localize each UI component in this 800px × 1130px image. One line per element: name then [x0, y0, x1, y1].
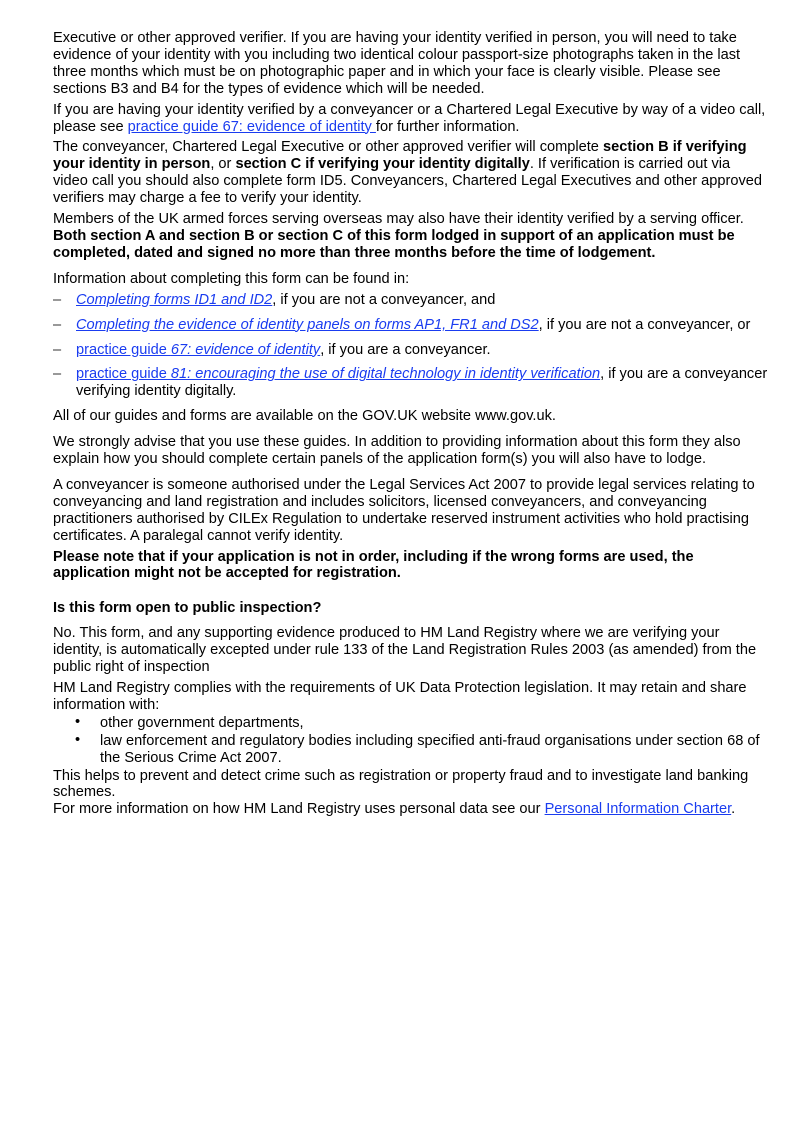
bullet: • [75, 713, 81, 730]
bold-text: Both section A and section B or section C of this form lodged in support of an application must be completed, dated and signed no more than three months before the time of lodgement. [53, 227, 735, 261]
practice-guide-81-link[interactable] [76, 366, 600, 382]
text: For more information on how HM Land Registry uses personal data see our [53, 801, 545, 818]
paragraph-data-protection: HM Land Registry complies with the requirements of UK Data Protection legislation. It may retain and share information with: [53, 680, 747, 713]
paragraph-sections [53, 139, 769, 207]
paragraph-video-call [53, 102, 769, 136]
guides-list [53, 292, 769, 401]
bold-text: section C if verifying your identity digitally [235, 156, 530, 173]
text: If you are having your identity verified by a conveyancer or a Chartered Legal Executive by way of a video call, please see [53, 101, 766, 135]
bold-text: section B if verifying your identity in person [53, 139, 747, 173]
dash: – [53, 341, 62, 358]
text: law enforcement and regulatory bodies including specified anti-fraud organisations under section 68 of the Serious Crime Act 2007. [100, 732, 760, 766]
link-text: 67: evidence of identity [170, 341, 321, 358]
text: , if you are not a conveyancer, or [538, 316, 751, 333]
text: . [731, 801, 736, 818]
list-item [53, 715, 769, 732]
link-text: practice guide [76, 366, 171, 383]
paragraph-advise: We strongly advise that you use these guides. In addition to providing information about this form they also explain how you should complete certain panels of the application form(s) you will also have to lodge. [53, 434, 741, 468]
dash: – [53, 291, 62, 308]
list-item [53, 366, 769, 400]
paragraph-armed-forces [53, 211, 769, 262]
paragraph-note: Please note that if your application is not in order, including if the wrong forms are used, the application might not be accepted for registration. [53, 548, 694, 582]
paragraph-info-intro: Information about completing this form can be found in: [53, 270, 410, 287]
text: , if you are a conveyancer verifying identity digitally. [76, 366, 768, 400]
text: The conveyancer, Chartered Legal Executive or other approved verifier will complete [53, 139, 603, 156]
link-text: practice guide [76, 341, 171, 358]
share-bullets [53, 715, 769, 767]
text: for further information. [375, 118, 520, 135]
text: , if you are a conveyancer. [320, 341, 491, 358]
completing-evidence-panels-link[interactable]: Completing the evidence of identity panels on forms AP1, FR1 and DS2 [76, 316, 539, 333]
paragraph-guides-available: All of our guides and forms are available on the GOV.UK website www.gov.uk. [53, 408, 556, 425]
link-text: 81: encouraging the use of digital technology in identity verification [170, 366, 601, 383]
personal-information-charter-link[interactable]: Personal Information Charter [544, 801, 732, 818]
list-item [53, 317, 769, 334]
paragraph-personal-data [53, 801, 769, 818]
dash: – [53, 316, 62, 333]
paragraph-public-inspection: No. This form, and any supporting evidence produced to HM Land Registry where we are verifying your identity, is automatically excepted under rule 133 of the Land Registration Rules 2003 (as amended) from the public right of inspection [53, 625, 757, 676]
text: , or [210, 156, 236, 173]
dash: – [53, 366, 62, 383]
text: other government departments, [100, 714, 304, 731]
text: Members of the UK armed forces serving overseas may also have their identity verified by a serving officer. [53, 211, 744, 228]
bullet: • [75, 731, 81, 748]
practice-guide-67-link[interactable]: practice guide 67: evidence of identity [127, 118, 376, 135]
paragraph-verifier-in-person: Executive or other approved verifier. If you are having your identity verified in person, you will need to take evidence of your identity with you including two identical colour passport-size photographs taken in the last three months which must be on photographic paper and in which your face is clearly visible. Please see sections B3 and B4 for the types of evidence which will be needed. [53, 30, 741, 97]
paragraph-prevent-crime: This helps to prevent and detect crime such as registration or property fraud and to investigate land banking schemes. [53, 767, 749, 801]
completing-id1-id2-link[interactable]: Completing forms ID1 and ID2 [76, 291, 273, 308]
text: , if you are not a conveyancer, and [272, 291, 496, 308]
spacer [53, 586, 769, 600]
paragraph-conveyancer-definition: A conveyancer is someone authorised under the Legal Services Act 2007 to provide legal services relating to conveyancing and land registration and includes solicitors, licensed conveyancers, and conveyancing practitioners authorised by CILEx Regulation to undertake reserved instrument activities who hold practising certificates. A paralegal cannot verify identity. [53, 476, 755, 544]
list-item [53, 342, 769, 359]
text: . If verification is carried out via video call you should also complete form ID5. Conveyancers, Chartered Legal Executives and other approved verifiers may charge a fee to verify your identity. [53, 156, 763, 207]
list-item [53, 292, 769, 309]
document-page [53, 30, 769, 822]
practice-guide-67-link[interactable] [76, 342, 320, 358]
section-heading: Is this form open to public inspection? [53, 600, 322, 617]
list-item [53, 733, 769, 767]
